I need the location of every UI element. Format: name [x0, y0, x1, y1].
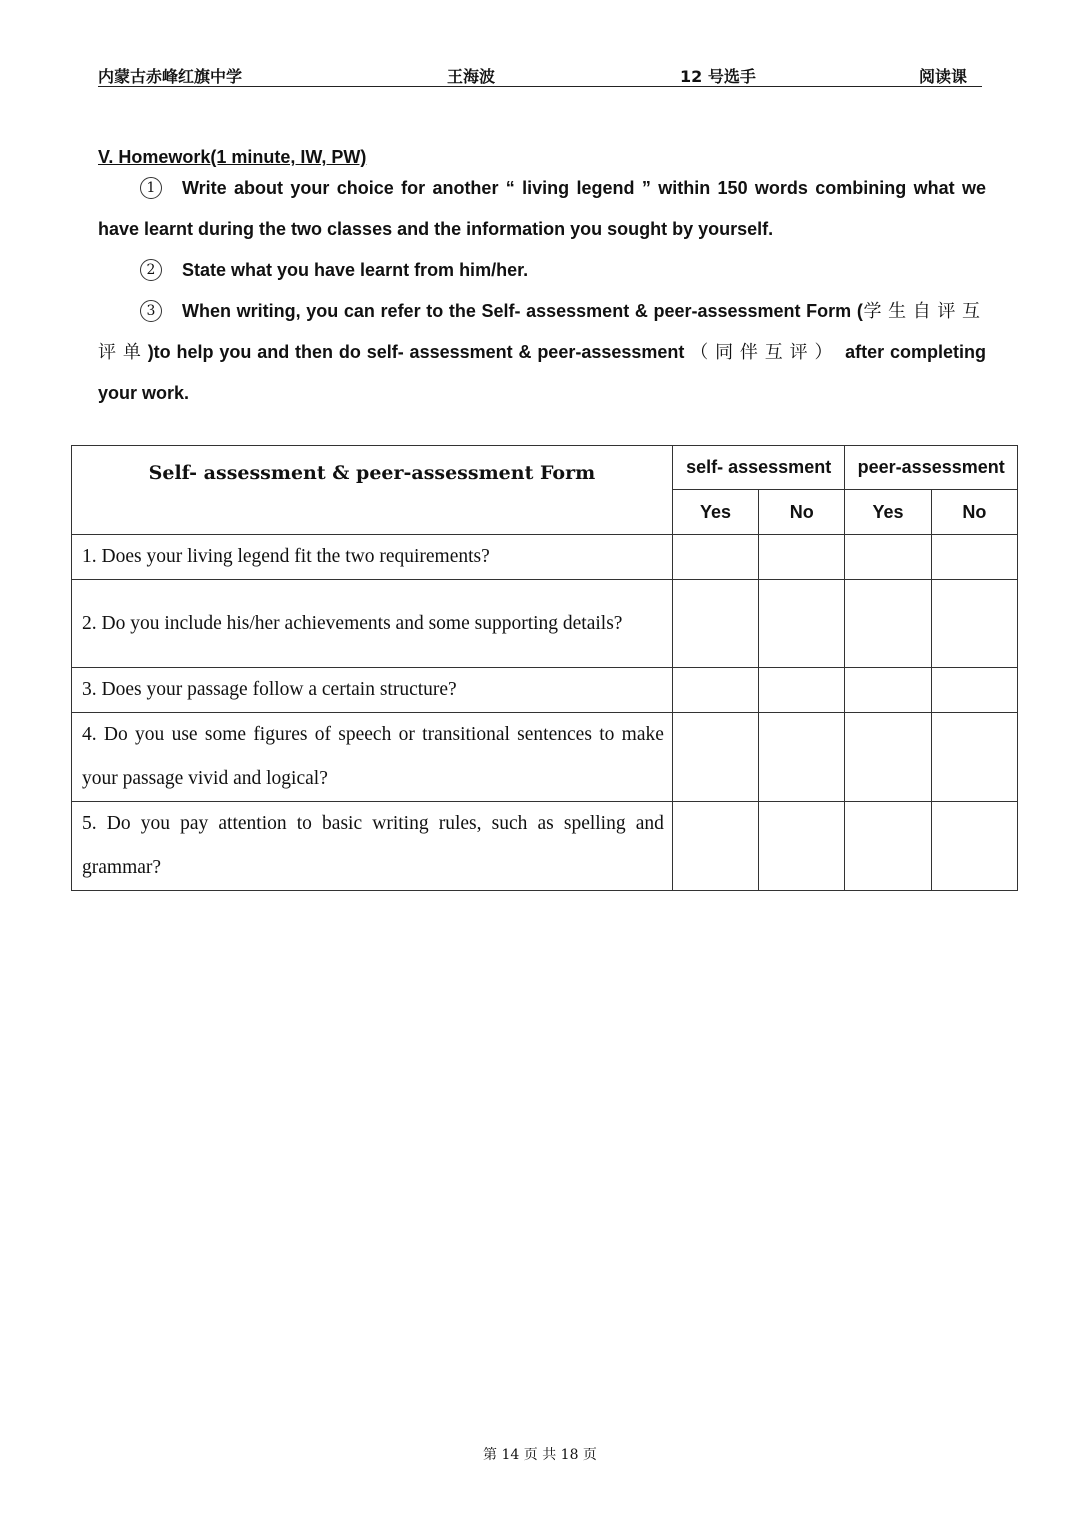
question-1: 1. Does your living legend fit the two requirements? — [72, 535, 673, 580]
self-yes-header: Yes — [672, 490, 758, 535]
header-course: 阅读课 — [919, 67, 968, 86]
self-yes-cell[interactable] — [672, 713, 758, 802]
item-text-2: State what you have learnt from him/her. — [182, 260, 529, 280]
peer-no-cell[interactable] — [931, 535, 1017, 580]
peer-yes-cell[interactable] — [845, 580, 931, 668]
item-text-3c: after completing your work. — [98, 342, 986, 403]
form-title: Self- assessment & peer-assessment Form — [72, 446, 673, 535]
self-no-header: No — [759, 490, 845, 535]
section-title: V. Homework(1 minute, IW, PW) — [98, 147, 367, 167]
item-text-3a: When writing, you can refer to the Self- assessment & peer-assessment Form ( — [182, 301, 863, 321]
peer-yes-cell[interactable] — [845, 668, 931, 713]
self-yes-cell[interactable] — [672, 668, 758, 713]
homework-item-1 — [98, 168, 986, 250]
peer-yes-cell[interactable] — [845, 802, 931, 891]
self-no-cell[interactable] — [759, 668, 845, 713]
self-no-cell[interactable] — [759, 580, 845, 668]
table-row — [72, 535, 1018, 580]
homework-item-3 — [98, 291, 986, 414]
peer-no-cell[interactable] — [931, 713, 1017, 802]
item-number-1: 1 — [140, 177, 162, 199]
table-row — [72, 713, 1018, 802]
item-text-3-cjk-a: 学生自评互评单 — [98, 301, 987, 363]
header-school: 内蒙古赤峰红旗中学 — [98, 67, 243, 86]
peer-yes-cell[interactable] — [845, 535, 931, 580]
peer-yes-header: Yes — [845, 490, 931, 535]
item-text-3b: )to help you and then do self- assessment & peer-assessment — [147, 342, 691, 362]
item-number-3: 3 — [140, 300, 162, 322]
question-3: 3. Does your passage follow a certain structure? — [72, 668, 673, 713]
item-text-3-cjk-b: （同伴互评） — [690, 342, 840, 363]
page-header — [98, 64, 982, 87]
table-row — [72, 580, 1018, 668]
self-yes-cell[interactable] — [672, 580, 758, 668]
self-yes-cell[interactable] — [672, 802, 758, 891]
peer-yes-cell[interactable] — [845, 713, 931, 802]
self-yes-cell[interactable] — [672, 535, 758, 580]
peer-assessment-header: peer-assessment — [845, 446, 1018, 490]
question-2: 2. Do you include his/her achievements and some supporting details? — [72, 580, 673, 668]
page-footer: 第 14 页 共 18 页 — [483, 1447, 597, 1463]
table-row — [72, 668, 1018, 713]
peer-no-cell[interactable] — [931, 668, 1017, 713]
item-text-1: Write about your choice for another “ living legend ” within 150 words combining what we have learnt during the two classes and the information you sought by yourself. — [98, 178, 986, 239]
assessment-form-table — [71, 445, 1018, 891]
header-teacher: 王海波 — [447, 67, 496, 86]
question-4: 4. Do you use some figures of speech or transitional sentences to make your passage vivid and logical? — [72, 713, 673, 802]
item-number-2: 2 — [140, 259, 162, 281]
peer-no-header: No — [931, 490, 1017, 535]
self-no-cell[interactable] — [759, 802, 845, 891]
peer-no-cell[interactable] — [931, 580, 1017, 668]
header-contestant: 12 号选手 — [680, 67, 756, 86]
homework-item-2 — [98, 250, 986, 291]
self-no-cell[interactable] — [759, 713, 845, 802]
question-5: 5. Do you pay attention to basic writing rules, such as spelling and grammar? — [72, 802, 673, 891]
self-assessment-header: self- assessment — [672, 446, 845, 490]
table-row — [72, 802, 1018, 891]
self-no-cell[interactable] — [759, 535, 845, 580]
peer-no-cell[interactable] — [931, 802, 1017, 891]
